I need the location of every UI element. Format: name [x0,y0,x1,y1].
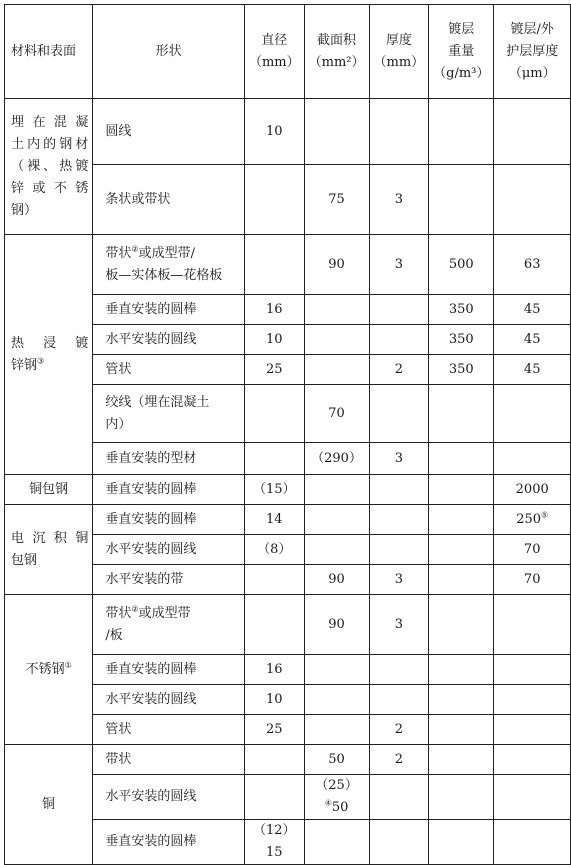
shape-cell: 带状②或成型带/ 板—实体板—花格板 [93,235,245,295]
shape-cell: 垂直安装的圆棒 [93,295,245,325]
header-row [5,5,571,99]
table-row [5,505,571,535]
thickness-cell [369,475,429,505]
coating-weight-cell [429,775,494,820]
shape-cell: 管状 [93,715,245,745]
table-row [5,235,571,295]
area-cell: 75 [304,165,369,235]
diameter-cell [244,775,304,820]
thickness-cell [369,535,429,565]
material-group-2: 热浸镀 锌钢③ [5,235,93,475]
coating-thickness-cell: 70 [494,535,571,565]
material-group-6: 铜 [5,745,93,865]
diameter-cell: （12）15 [244,820,304,865]
header-area: 截面积 （mm²） [304,5,369,99]
diameter-cell [244,385,304,443]
table-row [5,595,571,655]
header-material: 材料和表面 [5,5,93,99]
material-group-5: 不锈钢① [5,595,93,745]
diameter-cell [244,565,304,595]
diameter-cell: 10 [244,325,304,355]
area-cell [304,535,369,565]
shape-cell: 绞线（埋在混凝土 内） [93,385,245,443]
area-cell [304,685,369,715]
header-coating-weight: 镀层 重量 （g/m³） [429,5,494,99]
thickness-cell [369,655,429,685]
coating-weight-cell: 350 [429,355,494,385]
coating-weight-cell [429,443,494,475]
table-row [5,99,571,165]
thickness-cell: 3 [369,165,429,235]
diameter-cell: 25 [244,355,304,385]
thickness-cell: 3 [369,565,429,595]
coating-thickness-cell [494,165,571,235]
area-cell: 90 [304,565,369,595]
materials-table [4,4,571,865]
coating-weight-cell: 350 [429,325,494,355]
coating-thickness-cell [494,715,571,745]
diameter-cell: 25 [244,715,304,745]
shape-cell: 水平安装的圆线 [93,535,245,565]
thickness-cell [369,820,429,865]
area-cell [304,715,369,745]
table-row [5,745,571,775]
coating-weight-cell [429,385,494,443]
shape-cell: 垂直安装的型材 [93,443,245,475]
area-cell: 50 [304,745,369,775]
coating-weight-cell: 350 [429,295,494,325]
diameter-cell [244,443,304,475]
thickness-cell [369,505,429,535]
diameter-cell: 16 [244,295,304,325]
coating-weight-cell [429,655,494,685]
area-cell [304,99,369,165]
diameter-cell: （8） [244,535,304,565]
header-shape: 形状 [93,5,245,99]
header-diameter: 直径 （mm） [244,5,304,99]
shape-cell: 圆线 [93,99,245,165]
header-thickness: 厚度 （mm） [369,5,429,99]
shape-cell: 垂直安装的圆棒 [93,505,245,535]
coating-thickness-cell [494,745,571,775]
coating-weight-cell [429,475,494,505]
thickness-cell [369,99,429,165]
coating-thickness-cell [494,443,571,475]
coating-weight-cell [429,820,494,865]
diameter-cell [244,595,304,655]
material-group-1: 埋在混凝 土内的钢材 （裸、热镀 锌或不锈 钢） [5,99,93,235]
coating-weight-cell [429,685,494,715]
area-cell [304,325,369,355]
thickness-cell: 2 [369,355,429,385]
shape-cell: 水平安装的圆线 [93,685,245,715]
area-cell: 90 [304,595,369,655]
area-cell: （290） [304,443,369,475]
coating-thickness-cell [494,775,571,820]
coating-weight-cell [429,715,494,745]
material-group-3: 铜包钢 [5,475,93,505]
coating-thickness-cell [494,820,571,865]
area-cell: （25）④50 [304,775,369,820]
shape-cell: 垂直安装的圆棒 [93,820,245,865]
diameter-cell [244,745,304,775]
coating-thickness-cell [494,385,571,443]
shape-cell: 垂直安装的圆棒 [93,475,245,505]
thickness-cell [369,385,429,443]
table-row [5,475,571,505]
coating-thickness-cell: 63 [494,235,571,295]
shape-cell: 水平安装的圆线 [93,325,245,355]
diameter-cell [244,165,304,235]
thickness-cell: 2 [369,715,429,745]
thickness-cell [369,325,429,355]
coating-weight-cell [429,165,494,235]
shape-cell: 水平安装的圆线 [93,775,245,820]
coating-weight-cell [429,595,494,655]
area-cell [304,355,369,385]
coating-thickness-cell: 45 [494,295,571,325]
area-cell: 90 [304,235,369,295]
thickness-cell [369,295,429,325]
coating-thickness-cell: 45 [494,325,571,355]
area-cell [304,295,369,325]
area-cell: 70 [304,385,369,443]
diameter-cell: 14 [244,505,304,535]
header-coating-thickness: 镀层/外 护层厚度 （μm） [494,5,571,99]
diameter-cell [244,235,304,295]
coating-thickness-cell [494,685,571,715]
area-cell [304,820,369,865]
diameter-cell: 10 [244,685,304,715]
coating-weight-cell [429,745,494,775]
thickness-cell: 3 [369,595,429,655]
thickness-cell: 2 [369,745,429,775]
coating-thickness-cell [494,99,571,165]
coating-weight-cell [429,99,494,165]
thickness-cell [369,685,429,715]
shape-cell: 带状②或成型带 /板 [93,595,245,655]
coating-weight-cell [429,535,494,565]
shape-cell: 带状 [93,745,245,775]
coating-thickness-cell [494,595,571,655]
diameter-cell: 10 [244,99,304,165]
shape-cell: 垂直安装的圆棒 [93,655,245,685]
thickness-cell [369,775,429,820]
coating-weight-cell [429,565,494,595]
coating-thickness-cell: 2000 [494,475,571,505]
thickness-cell: 3 [369,235,429,295]
material-group-4: 电沉积铜 包钢 [5,505,93,595]
coating-thickness-cell: 70 [494,565,571,595]
coating-weight-cell: 500 [429,235,494,295]
shape-cell: 条状或带状 [93,165,245,235]
coating-thickness-cell: 250⑤ [494,505,571,535]
coating-thickness-cell [494,655,571,685]
area-cell [304,655,369,685]
area-cell [304,475,369,505]
area-cell [304,505,369,535]
coating-thickness-cell: 45 [494,355,571,385]
shape-cell: 管状 [93,355,245,385]
shape-cell: 水平安装的带 [93,565,245,595]
diameter-cell: 16 [244,655,304,685]
coating-weight-cell [429,505,494,535]
thickness-cell: 3 [369,443,429,475]
diameter-cell: （15） [244,475,304,505]
